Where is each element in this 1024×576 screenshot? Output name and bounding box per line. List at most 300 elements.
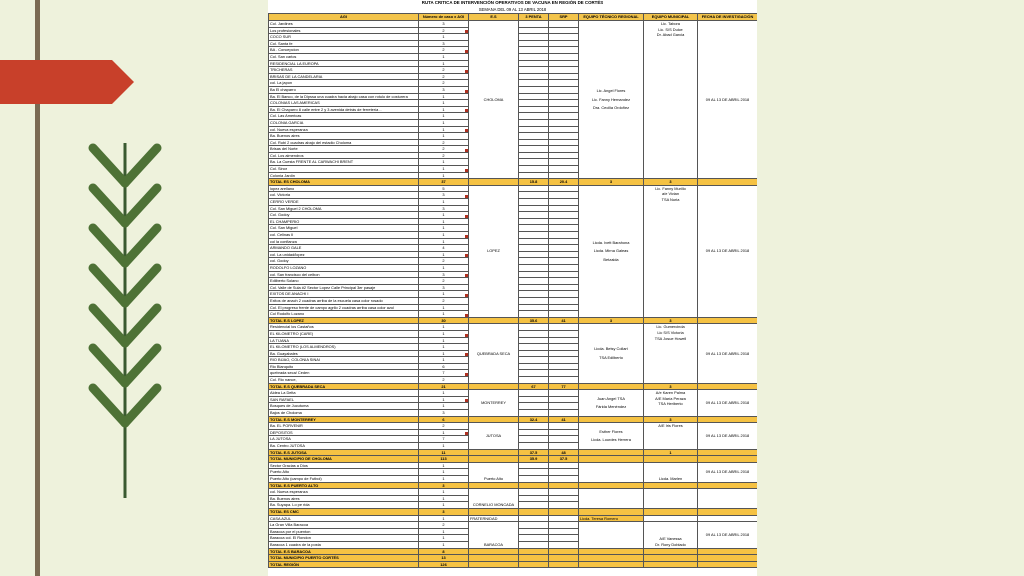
penta-cell xyxy=(519,377,549,384)
municipal-team-member: A/E Iris Flores xyxy=(658,423,683,429)
srp-cell xyxy=(549,60,579,67)
total-cell xyxy=(698,449,758,456)
total-cell: TOTAL E.S PUERTO ALTO xyxy=(269,482,419,489)
total-cell xyxy=(644,561,698,568)
report-slide xyxy=(268,0,757,576)
total-cell xyxy=(469,317,519,324)
total-cell: 3 xyxy=(644,179,698,186)
srp-cell xyxy=(549,363,579,370)
penta-cell xyxy=(519,396,549,403)
penta-cell xyxy=(519,166,549,173)
srp-cell xyxy=(549,284,579,291)
srp-cell xyxy=(549,192,579,199)
srp-cell xyxy=(549,67,579,74)
case-count-cell: 1 xyxy=(419,113,469,120)
agi-cell: Baracoa 1 cuadra de la posta xyxy=(269,541,419,548)
total-cell xyxy=(549,555,579,562)
total-cell xyxy=(469,449,519,456)
total-cell: 3 xyxy=(644,416,698,423)
case-count-cell: 1 xyxy=(419,172,469,179)
case-count-cell: 1 xyxy=(419,60,469,67)
case-count-cell: 1 xyxy=(419,528,469,535)
case-count-cell: 1 xyxy=(419,218,469,225)
case-count-cell: 1 xyxy=(419,232,469,239)
es-cell: Puerto Alto xyxy=(469,462,519,482)
total-cell xyxy=(579,449,644,456)
srp-cell xyxy=(549,126,579,133)
case-count-cell: 2 xyxy=(419,139,469,146)
regional-team-member: Fárida Menéndez xyxy=(595,404,627,410)
table-row xyxy=(269,423,758,430)
total-cell: 6 xyxy=(419,416,469,423)
agi-cell: Ba. Suyapa. Lo pe rida xyxy=(269,502,419,509)
case-count-cell: 1 xyxy=(419,119,469,126)
total-cell: 41 xyxy=(549,317,579,324)
agi-cell: Ba. Buenos aires xyxy=(269,133,419,140)
case-count-cell: 1 xyxy=(419,199,469,206)
table-row xyxy=(269,21,758,28)
total-cell xyxy=(549,508,579,515)
penta-cell xyxy=(519,232,549,239)
municipal-team-member: A/e Karen Palma xyxy=(655,390,686,396)
agi-cell: Col. Valle de Sula #2 Sector Lopez Calle Principal 3er pasaje xyxy=(269,284,419,291)
es-cell: QUEBRADA SECA xyxy=(469,324,519,383)
penta-cell xyxy=(519,80,549,87)
total-cell xyxy=(469,561,519,568)
total-cell xyxy=(519,561,549,568)
case-count-cell: 2 xyxy=(419,73,469,80)
case-count-cell: 1 xyxy=(419,212,469,219)
srp-cell xyxy=(549,106,579,113)
srp-cell xyxy=(549,410,579,417)
total-cell: 48 xyxy=(549,449,579,456)
investigation-date-cell: 09 AL 13 DE ABRIL 2018 xyxy=(698,185,758,317)
municipal-team-member: Lic S/S Victoria xyxy=(657,329,684,335)
agi-cell: Col. San carlos xyxy=(269,53,419,60)
municipal-team-cell xyxy=(644,423,698,449)
penta-cell xyxy=(519,192,549,199)
total-cell xyxy=(644,482,698,489)
municipal-team-member: TSA Heriberto xyxy=(658,401,683,407)
penta-cell xyxy=(519,106,549,113)
total-cell: 3 xyxy=(644,383,698,390)
municipal-team-member: Dr. Abad Garcia xyxy=(656,32,685,38)
case-count-cell: 1 xyxy=(419,462,469,469)
agi-cell: Col. Los almendros xyxy=(269,152,419,159)
total-cell xyxy=(579,383,644,390)
penta-cell xyxy=(519,515,549,522)
srp-cell xyxy=(549,271,579,278)
agi-cell: col. San francisco del ceibon xyxy=(269,271,419,278)
case-count-cell: 1 xyxy=(419,34,469,41)
agi-cell: Sector Gracias a Dios xyxy=(269,462,419,469)
investigation-date-cell xyxy=(698,489,758,509)
agi-cell: BRISAS DE LA CANDELARIA xyxy=(269,73,419,80)
total-cell: 35.9 xyxy=(519,456,549,463)
srp-cell xyxy=(549,370,579,377)
penta-cell xyxy=(519,528,549,535)
total-cell xyxy=(579,416,644,423)
penta-cell xyxy=(519,344,549,351)
total-row xyxy=(269,548,758,555)
case-count-cell: 1 xyxy=(419,311,469,318)
regional-team-cell xyxy=(579,21,644,179)
agi-cell: Col. Santa fe xyxy=(269,40,419,47)
penta-cell xyxy=(519,53,549,60)
penta-cell xyxy=(519,258,549,265)
case-count-cell: 1 xyxy=(419,357,469,364)
penta-cell xyxy=(519,40,549,47)
total-cell xyxy=(579,456,644,463)
case-count-cell: 1 xyxy=(419,502,469,509)
total-cell xyxy=(644,555,698,562)
total-row xyxy=(269,416,758,423)
total-row xyxy=(269,317,758,324)
total-cell xyxy=(698,508,758,515)
total-cell xyxy=(549,561,579,568)
case-count-cell: 2 xyxy=(419,377,469,384)
total-cell: TOTAL MUNICIPIO PUERTO CORTÉS xyxy=(269,555,419,562)
total-cell: TOTAL REGIÓN xyxy=(269,561,419,568)
penta-cell xyxy=(519,93,549,100)
penta-cell xyxy=(519,357,549,364)
agi-cell: COLONIAS LAS AMERICAS xyxy=(269,100,419,107)
penta-cell xyxy=(519,21,549,28)
regional-team-member: Esther Flores xyxy=(599,428,623,434)
agi-cell: Puerto Alto xyxy=(269,469,419,476)
penta-cell xyxy=(519,152,549,159)
agi-cell: Rio Blanquito xyxy=(269,363,419,370)
penta-cell xyxy=(519,495,549,502)
penta-cell xyxy=(519,113,549,120)
case-count-cell: 1 xyxy=(419,337,469,344)
total-row xyxy=(269,482,758,489)
case-count-cell: 2 xyxy=(419,258,469,265)
penta-cell xyxy=(519,350,549,357)
total-cell: 32.4 xyxy=(519,416,549,423)
agi-cell: CERRO VERDE xyxy=(269,199,419,206)
srp-cell xyxy=(549,73,579,80)
srp-cell xyxy=(549,212,579,219)
srp-cell xyxy=(549,40,579,47)
penta-cell xyxy=(519,271,549,278)
column-header: Número de caso x AGI xyxy=(419,14,469,21)
municipal-team-cell xyxy=(644,185,698,317)
total-cell: 30 xyxy=(419,317,469,324)
case-count-cell: 1 xyxy=(419,159,469,166)
total-cell xyxy=(644,508,698,515)
penta-cell xyxy=(519,489,549,496)
srp-cell xyxy=(549,93,579,100)
regional-team-member: Licda. Lourdes Herrera xyxy=(591,437,631,443)
es-cell: LOPEZ xyxy=(469,185,519,317)
column-header: FECHA DE INVESTIGACIÓN xyxy=(698,14,758,21)
penta-cell xyxy=(519,370,549,377)
total-cell: 1 xyxy=(644,449,698,456)
total-cell: 3 xyxy=(579,179,644,186)
agi-cell: EL KILOMETRO (LOS ALMENDROS) xyxy=(269,344,419,351)
penta-cell xyxy=(519,218,549,225)
case-count-cell: 2 xyxy=(419,146,469,153)
total-cell: TOTAL E.S MONTERREY xyxy=(269,416,419,423)
total-cell xyxy=(698,383,758,390)
case-count-cell: 1 xyxy=(419,126,469,133)
srp-cell xyxy=(549,291,579,298)
agi-cell: La Gran Villa Baracoa xyxy=(269,522,419,529)
agi-cell: EL KILOMETRO (CARE) xyxy=(269,330,419,337)
penta-cell xyxy=(519,73,549,80)
agi-cell: TRICHERAS xyxy=(269,67,419,74)
srp-cell xyxy=(549,502,579,509)
case-count-cell: 1 xyxy=(419,133,469,140)
regional-team-cell xyxy=(579,390,644,416)
case-count-cell: 1 xyxy=(419,251,469,258)
municipal-team-cell xyxy=(644,489,698,509)
municipal-team-member: Licda. Marlen xyxy=(658,475,683,481)
case-count-cell: 2 xyxy=(419,152,469,159)
srp-cell xyxy=(549,304,579,311)
penta-cell xyxy=(519,436,549,443)
srp-cell xyxy=(549,324,579,331)
penta-cell xyxy=(519,443,549,450)
agi-cell: col. Victoria xyxy=(269,192,419,199)
penta-cell xyxy=(519,337,549,344)
total-cell xyxy=(519,548,549,555)
total-cell xyxy=(698,456,758,463)
total-cell: 67 xyxy=(519,383,549,390)
agi-cell: Los profesionales xyxy=(269,27,419,34)
srp-cell xyxy=(549,462,579,469)
table-row xyxy=(269,489,758,496)
total-cell xyxy=(579,555,644,562)
regional-team-member: Lic. Fanny Hernandez xyxy=(591,96,631,102)
table-row xyxy=(269,515,758,522)
agi-cell: Ba. EL PORVENIR xyxy=(269,423,419,430)
case-count-cell: 1 xyxy=(419,264,469,271)
case-count-cell: 1 xyxy=(419,495,469,502)
case-count-cell: 3 xyxy=(419,40,469,47)
agi-cell: col. La unidad/lopez xyxy=(269,251,419,258)
penta-cell xyxy=(519,297,549,304)
investigation-date-cell: 09 AL 13 DE ABRIL 2018 xyxy=(698,390,758,416)
srp-cell xyxy=(549,152,579,159)
agi-cell: Col. San Miguel xyxy=(269,225,419,232)
agi-cell: BA . Concepcion xyxy=(269,47,419,54)
agi-cell: Col. Jardines xyxy=(269,21,419,28)
agi-cell: Col Rodolfo Lozano xyxy=(269,311,419,318)
penta-cell xyxy=(519,541,549,548)
agi-cell: RODOLFO LOZANO xyxy=(269,264,419,271)
total-cell xyxy=(469,482,519,489)
penta-cell xyxy=(519,146,549,153)
srp-cell xyxy=(549,205,579,212)
srp-cell xyxy=(549,53,579,60)
municipal-team-cell xyxy=(644,21,698,179)
case-count-cell: 3 xyxy=(419,21,469,28)
agi-cell: Col. San Miguel 2 CHOLOMA xyxy=(269,205,419,212)
case-count-cell: 2 xyxy=(419,423,469,430)
case-count-cell: 1 xyxy=(419,166,469,173)
report-title: RUTA CRITICA DE INTERVENCIÓN OPERATIVOS DE VACUNA EN REGIÓN DE CORTÉS xyxy=(421,0,604,5)
srp-cell xyxy=(549,251,579,258)
total-cell xyxy=(579,561,644,568)
total-row xyxy=(269,456,758,463)
municipal-team-member: A/E María Peraza xyxy=(655,395,686,401)
penta-cell xyxy=(519,363,549,370)
case-count-cell: 2 xyxy=(419,80,469,87)
municipal-team-member: A/E Vanessa xyxy=(659,536,682,542)
investigation-date-cell xyxy=(698,515,758,522)
penta-cell xyxy=(519,390,549,397)
srp-cell xyxy=(549,515,579,522)
srp-cell xyxy=(549,100,579,107)
total-cell xyxy=(698,482,758,489)
agi-cell: Ba. Buenos aires xyxy=(269,495,419,502)
agi-cell: Col. El progreso frente de campo agrilo 2 cuadras arriba casa color azul xyxy=(269,304,419,311)
penta-cell xyxy=(519,245,549,252)
agi-cell: LA JUTOSA xyxy=(269,436,419,443)
srp-cell xyxy=(549,258,579,265)
case-count-cell: 1 xyxy=(419,53,469,60)
penta-cell xyxy=(519,330,549,337)
case-count-cell: 1 xyxy=(419,106,469,113)
penta-cell xyxy=(519,462,549,469)
srp-cell xyxy=(549,185,579,192)
total-cell: TOTAL E.S QUEBRADA SECA xyxy=(269,383,419,390)
srp-cell xyxy=(549,377,579,384)
srp-cell xyxy=(549,311,579,318)
case-count-cell: 1 xyxy=(419,469,469,476)
municipal-team-cell xyxy=(644,390,698,416)
srp-cell xyxy=(549,166,579,173)
penta-cell xyxy=(519,278,549,285)
regional-team-cell: Licda. Teresa Romero xyxy=(579,515,644,522)
total-cell xyxy=(469,548,519,555)
total-cell: 41 xyxy=(549,416,579,423)
es-cell: CHOLOMA xyxy=(469,21,519,179)
srp-cell xyxy=(549,489,579,496)
srp-cell xyxy=(549,344,579,351)
srp-cell xyxy=(549,245,579,252)
penta-cell xyxy=(519,205,549,212)
table-row xyxy=(269,324,758,331)
srp-cell xyxy=(549,390,579,397)
total-cell xyxy=(698,179,758,186)
penta-cell xyxy=(519,324,549,331)
municipal-team-member: TSA Nuria xyxy=(661,197,680,203)
case-count-cell: 2 xyxy=(419,278,469,285)
municipal-team-member: Lic. Fanny Murillo xyxy=(655,185,686,191)
penta-cell xyxy=(519,403,549,410)
total-cell xyxy=(698,548,758,555)
total-cell: 3 xyxy=(419,482,469,489)
agi-cell: col. Celinas II xyxy=(269,232,419,239)
agi-cell: COCO SUR xyxy=(269,34,419,41)
regional-team-cell xyxy=(579,324,644,383)
report-subtitle: SEMANA DEL 09 AL 13 ABRIL 2018 xyxy=(478,6,547,12)
agi-cell: Bosques de Jucutuma xyxy=(269,403,419,410)
case-count-cell: 1 xyxy=(419,238,469,245)
investigation-date-cell: 09 AL 13 DE ABRIL 2018 xyxy=(698,522,758,548)
srp-cell xyxy=(549,86,579,93)
case-count-cell: 7 xyxy=(419,370,469,377)
agi-cell: Col. Godoy xyxy=(269,212,419,219)
penta-cell xyxy=(519,423,549,430)
total-cell xyxy=(579,482,644,489)
srp-cell xyxy=(549,119,579,126)
agi-cell: Col. Las Americas xyxy=(269,113,419,120)
case-count-cell: 1 xyxy=(419,350,469,357)
srp-cell xyxy=(549,436,579,443)
column-header: AGI xyxy=(269,14,419,21)
decorative-red-band xyxy=(0,60,112,104)
case-count-cell: 2 xyxy=(419,47,469,54)
table-row xyxy=(269,185,758,192)
srp-cell xyxy=(549,337,579,344)
total-cell xyxy=(579,548,644,555)
column-header: EQUIPO MUNICIPAL xyxy=(644,14,698,21)
agi-cell: Col. Rio nance, xyxy=(269,377,419,384)
total-cell: TOTAL E.S LOPEZ xyxy=(269,317,419,324)
case-count-cell: 1 xyxy=(419,291,469,298)
srp-cell xyxy=(549,423,579,430)
vaccination-route-table xyxy=(268,13,757,568)
total-cell xyxy=(469,555,519,562)
total-cell xyxy=(469,383,519,390)
srp-cell xyxy=(549,396,579,403)
municipal-team-cell xyxy=(644,515,698,522)
case-count-cell: 2 xyxy=(419,522,469,529)
total-cell xyxy=(469,416,519,423)
agi-cell: Brisas del Norte xyxy=(269,146,419,153)
column-header: E.S xyxy=(469,14,519,21)
case-count-cell: 2 xyxy=(419,297,469,304)
srp-cell xyxy=(549,297,579,304)
agi-cell: Bajos de Choloma xyxy=(269,410,419,417)
penta-cell xyxy=(519,133,549,140)
agi-cell: Ba. El Banco, de la Dipssa una cuadra hacia abajo casa con rotulo de costurera xyxy=(269,93,419,100)
srp-cell xyxy=(549,330,579,337)
es-cell: MONTERREY xyxy=(469,390,519,416)
regional-team-member: Juan Angel TSA xyxy=(597,395,625,401)
penta-cell xyxy=(519,86,549,93)
total-cell: 126 xyxy=(419,561,469,568)
agi-cell: Ba. Centro JUTOSA xyxy=(269,443,419,450)
case-count-cell: 3 xyxy=(419,192,469,199)
agi-cell: Puerto Alto (campo de Futbol) xyxy=(269,475,419,482)
case-count-cell: 1 xyxy=(419,429,469,436)
penta-cell xyxy=(519,225,549,232)
investigation-date-cell: 09 AL 13 DE ABRIL 2018 xyxy=(698,423,758,449)
municipal-team-member: a/e Vivian xyxy=(661,191,680,197)
es-cell: FRATERNIDAD xyxy=(469,515,519,522)
penta-cell xyxy=(519,238,549,245)
regional-team-cell xyxy=(579,522,644,548)
case-count-cell: 1 xyxy=(419,344,469,351)
municipal-team-cell xyxy=(644,462,698,482)
municipal-team-member: Dr. Rony Doblado xyxy=(655,541,686,547)
total-row xyxy=(269,555,758,562)
agi-cell: ARMANDO GALE xyxy=(269,245,419,252)
case-count-cell: 6 xyxy=(419,363,469,370)
penta-cell xyxy=(519,291,549,298)
total-cell xyxy=(698,555,758,562)
total-cell: TOTAL MUNICIPIO DE CHOLOMA xyxy=(269,456,419,463)
srp-cell xyxy=(549,47,579,54)
total-cell: 37.5 xyxy=(549,456,579,463)
case-count-cell: 3 xyxy=(419,284,469,291)
penta-cell xyxy=(519,119,549,126)
